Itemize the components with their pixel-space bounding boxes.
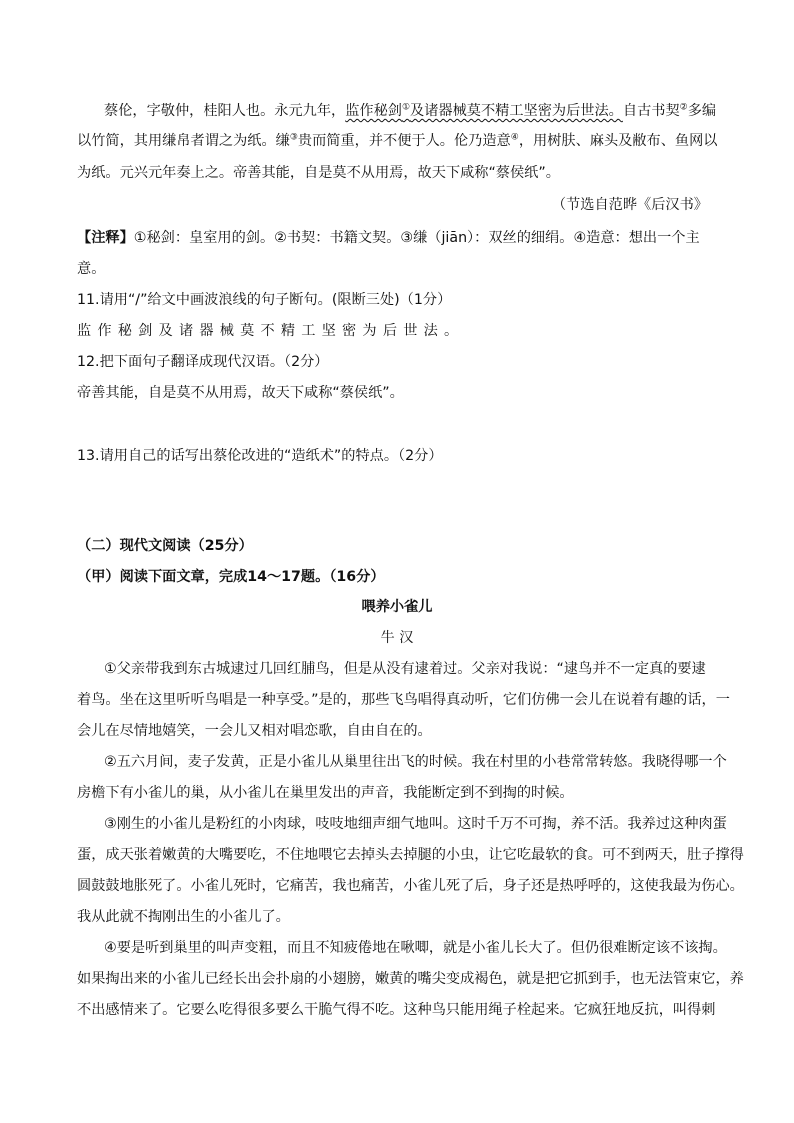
text-run: 蔡伦，字敬仲，桂阳人也。永元九年，	[104, 103, 346, 119]
article-line: 圆鼓鼓地胀死了。小雀儿死时，它痛苦，我也痛苦，小雀儿死了后，身子还是热呼呼的，这使我最为伤心。	[77, 878, 744, 894]
article-line: 会儿在尽情地嬉笑，一会儿又相对唱恋歌，自由自在的。	[77, 723, 432, 739]
text-run: 及诸器械莫不精工坚密为后世法。	[410, 103, 623, 119]
footnote-marker: ②	[679, 102, 688, 113]
text-run: 监作秘剑	[345, 103, 402, 119]
text-run: 自古书契	[622, 103, 680, 119]
text-run: 以竹简，其用缣帛者谓之为纸。缣	[77, 133, 290, 149]
source-citation: （节选自范晔《后汉书》	[551, 197, 708, 213]
notes-line-1	[77, 228, 700, 248]
wavy-underlined-sentence	[345, 103, 623, 119]
section-heading: （二）现代文阅读（25分）	[77, 538, 253, 554]
article-author: 牛 汉	[380, 630, 414, 646]
question-11: 11.请用“/”给文中画波浪线的句子断句。(限断三处)（1分）	[77, 292, 452, 308]
classical-paragraph-line-1	[104, 101, 716, 121]
article-line: 房檐下有小雀儿的巢，从小雀儿在巢里发出的声音，我能断定到不到掏的时候。	[77, 785, 574, 801]
article-line: ②五六月间，麦子发黄，正是小雀儿从巢里往出飞的时候。我在村里的小巷常常转悠。我晓得哪一个	[104, 754, 727, 770]
classical-paragraph-line-3: 为纸。元兴元年奏上之。帝善其能，自是莫不从用焉，故天下咸称“蔡侯纸”。	[77, 165, 560, 181]
article-title: 喂养小雀儿	[361, 599, 433, 615]
article-line: 如果掏出来的小雀儿已经长出会扑扇的小翅膀，嫩黄的嘴尖变成褐色，就是把它抓到手，也无法管束它，养	[77, 971, 744, 987]
question-11-sentence: 监作秘剑及诸器械莫不精工坚密为后世法。	[77, 323, 465, 339]
article-line: ③刚生的小雀儿是粉红的小肉球，吱吱地细声细气地叫。这时千万不可掏，养不活。我养过这种肉蛋	[104, 816, 727, 832]
classical-paragraph-line-2	[77, 131, 717, 151]
question-12-sentence: 帝善其能，自是莫不从用焉，故天下咸称“蔡侯纸”。	[77, 385, 404, 401]
question-12: 12.把下面句子翻译成现代汉语。（2分）	[77, 354, 329, 370]
question-13: 13.请用自己的话写出蔡伦改进的“造纸术”的特点。（2分）	[77, 448, 443, 464]
notes-label: 【注释】	[77, 230, 134, 246]
footnote-marker: ①	[401, 102, 411, 113]
article-line: 着鸟。坐在这里听听鸟唱是一种享受。”是的，那些飞鸟唱得真动听，它们仿佛一会儿在说着有趣的话，一	[77, 692, 730, 708]
notes-text: ①秘剑：皇室用的剑。②书契：书籍文契。③缣（jiān）：双丝的细绢。④造意：想出一个主	[133, 230, 700, 246]
text-run: ，用树肤、麻头及敝布、鱼网以	[518, 133, 718, 149]
notes-line-2: 意。	[77, 261, 106, 277]
text-run: 多编	[687, 103, 717, 119]
text-run: 贵而简重，并不便于人。伦乃造意	[297, 133, 511, 149]
footnote-marker: ③	[289, 132, 298, 143]
article-line: 不出感情来了。它要么吃得很多要么干脆气得不吃。这种鸟只能用绳子栓起来。它疯狂地反抗，叫得刺	[77, 1002, 716, 1018]
article-line: ④要是听到巢里的叫声变粗，而且不知疲倦地在啾唧，就是小雀儿长大了。但仍很难断定该不该掏。	[104, 940, 727, 956]
article-line: ①父亲带我到东古城逮过几回红脯鸟，但是从没有逮着过。父亲对我说：“逮鸟并不一定真的要逮	[104, 661, 706, 677]
subsection-heading: （甲）阅读下面文章，完成14～17题。（16分）	[77, 569, 385, 585]
article-line: 我从此就不掏刚出生的小雀儿了。	[77, 909, 290, 925]
footnote-marker: ④	[510, 132, 519, 143]
article-line: 蛋，成天张着嫩黄的大嘴要吃，不住地喂它去掉头去掉腿的小虫，让它吃最软的食。可不到两天，肚子撑得	[77, 847, 744, 863]
